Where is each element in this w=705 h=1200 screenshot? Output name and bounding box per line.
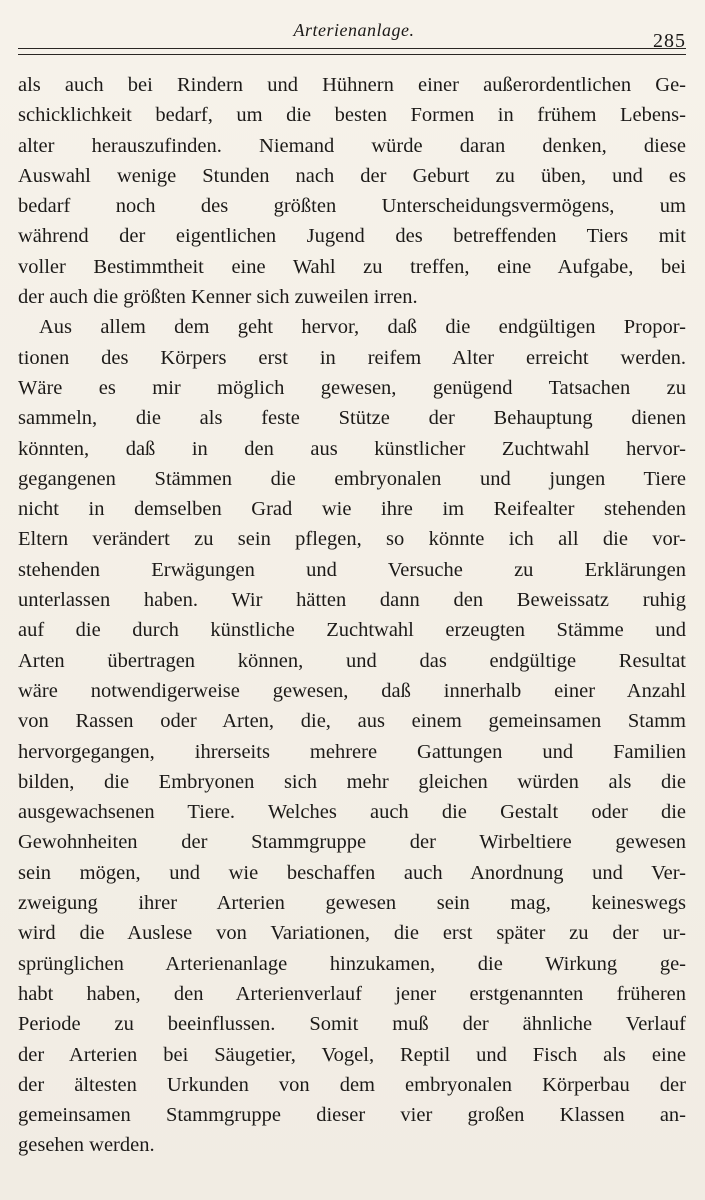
text-line: als auch bei Rindern und Hühnern einer außerordentlichen Ge- — [18, 74, 686, 96]
text-line: sammeln, die als feste Stütze der Behauptung dienen — [18, 407, 686, 430]
text-line: nicht in demselben Grad wie ihre im Reifealter stehenden — [18, 498, 686, 521]
text-line: habt haben, den Arterienverlauf jener erstgenannten früheren — [18, 982, 686, 1005]
text-line: bilden, die Embryonen sich mehr gleichen würden als die — [18, 770, 686, 793]
page-number: 285 — [653, 30, 686, 52]
text-line: alter herauszufinden. Niemand würde daran denken, diese — [18, 134, 686, 157]
paragraph-end-line: gesehen werden. — [18, 1134, 155, 1157]
text-line: Gewohnheiten der Stammgruppe der Wirbeltiere gewesen — [18, 831, 686, 854]
text-line: hervorgegangen, ihrerseits mehrere Gattungen und Familien — [18, 740, 686, 763]
text-line: unterlassen haben. Wir hätten dann den Beweissatz ruhig — [18, 589, 686, 612]
text-line: auf die durch künstliche Zuchtwahl erzeugten Stämme und — [18, 619, 686, 642]
header-rule-bottom — [18, 54, 686, 55]
text-line: Eltern verändert zu sein pflegen, so könnte ich all die vor- — [18, 528, 686, 551]
paragraph-end-line: der auch die größten Kenner sich zuweilen irren. — [18, 286, 418, 309]
paragraph-start-line: Aus allem dem geht hervor, daß die endgültigen Propor- — [39, 316, 686, 339]
text-line: gemeinsamen Stammgruppe dieser vier großen Klassen an- — [18, 1104, 686, 1127]
text-line: stehenden Erwägungen und Versuche zu Erklärungen — [18, 558, 686, 581]
header-rule-top — [18, 48, 686, 49]
text-line: sprünglichen Arterienanlage hinzukamen, die Wirkung ge- — [18, 952, 686, 975]
text-line: Auswahl wenige Stunden nach der Geburt zu üben, und es — [18, 164, 686, 187]
text-line: wird die Auslese von Variationen, die erst später zu der ur- — [18, 922, 686, 945]
text-line: Arten übertragen können, und das endgültige Resultat — [18, 649, 686, 672]
text-line: voller Bestimmtheit eine Wahl zu treffen, eine Aufgabe, bei — [18, 255, 686, 278]
text-line: während der eigentlichen Jugend des betreffenden Tiers mit — [18, 225, 686, 248]
text-line: zweigung ihrer Arterien gewesen sein mag, keineswegs — [18, 892, 686, 915]
text-line: Wäre es mir möglich gewesen, genügend Tatsachen zu — [18, 376, 686, 399]
text-line: schicklichkeit bedarf, um die besten Formen in frühem Lebens- — [18, 104, 686, 127]
text-line: gegangenen Stämmen die embryonalen und jungen Tiere — [18, 467, 686, 490]
text-line: der Arterien bei Säugetier, Vogel, Reptil und Fisch als eine — [18, 1043, 686, 1066]
text-line: tionen des Körpers erst in reifem Alter erreicht werden. — [18, 346, 686, 369]
body-text — [18, 70, 686, 1161]
text-line: der ältesten Urkunden von dem embryonalen Körperbau der — [18, 1073, 686, 1096]
text-line: von Rassen oder Arten, die, aus einem gemeinsamen Stamm — [18, 710, 686, 733]
running-title: Arterienanlage. — [293, 20, 415, 40]
text-line: könnten, daß in den aus künstlicher Zuchtwahl hervor- — [18, 437, 686, 460]
text-line: Periode zu beeinflussen. Somit muß der ähnliche Verlauf — [18, 1013, 686, 1036]
text-line: ausgewachsenen Tiere. Welches auch die Gestalt oder die — [18, 801, 686, 824]
text-line: bedarf noch des größten Unterscheidungsvermögens, um — [18, 195, 686, 218]
text-line: sein mögen, und wie beschaffen auch Anordnung und Ver- — [18, 861, 686, 884]
text-line: wäre notwendigerweise gewesen, daß innerhalb einer Anzahl — [18, 679, 686, 702]
